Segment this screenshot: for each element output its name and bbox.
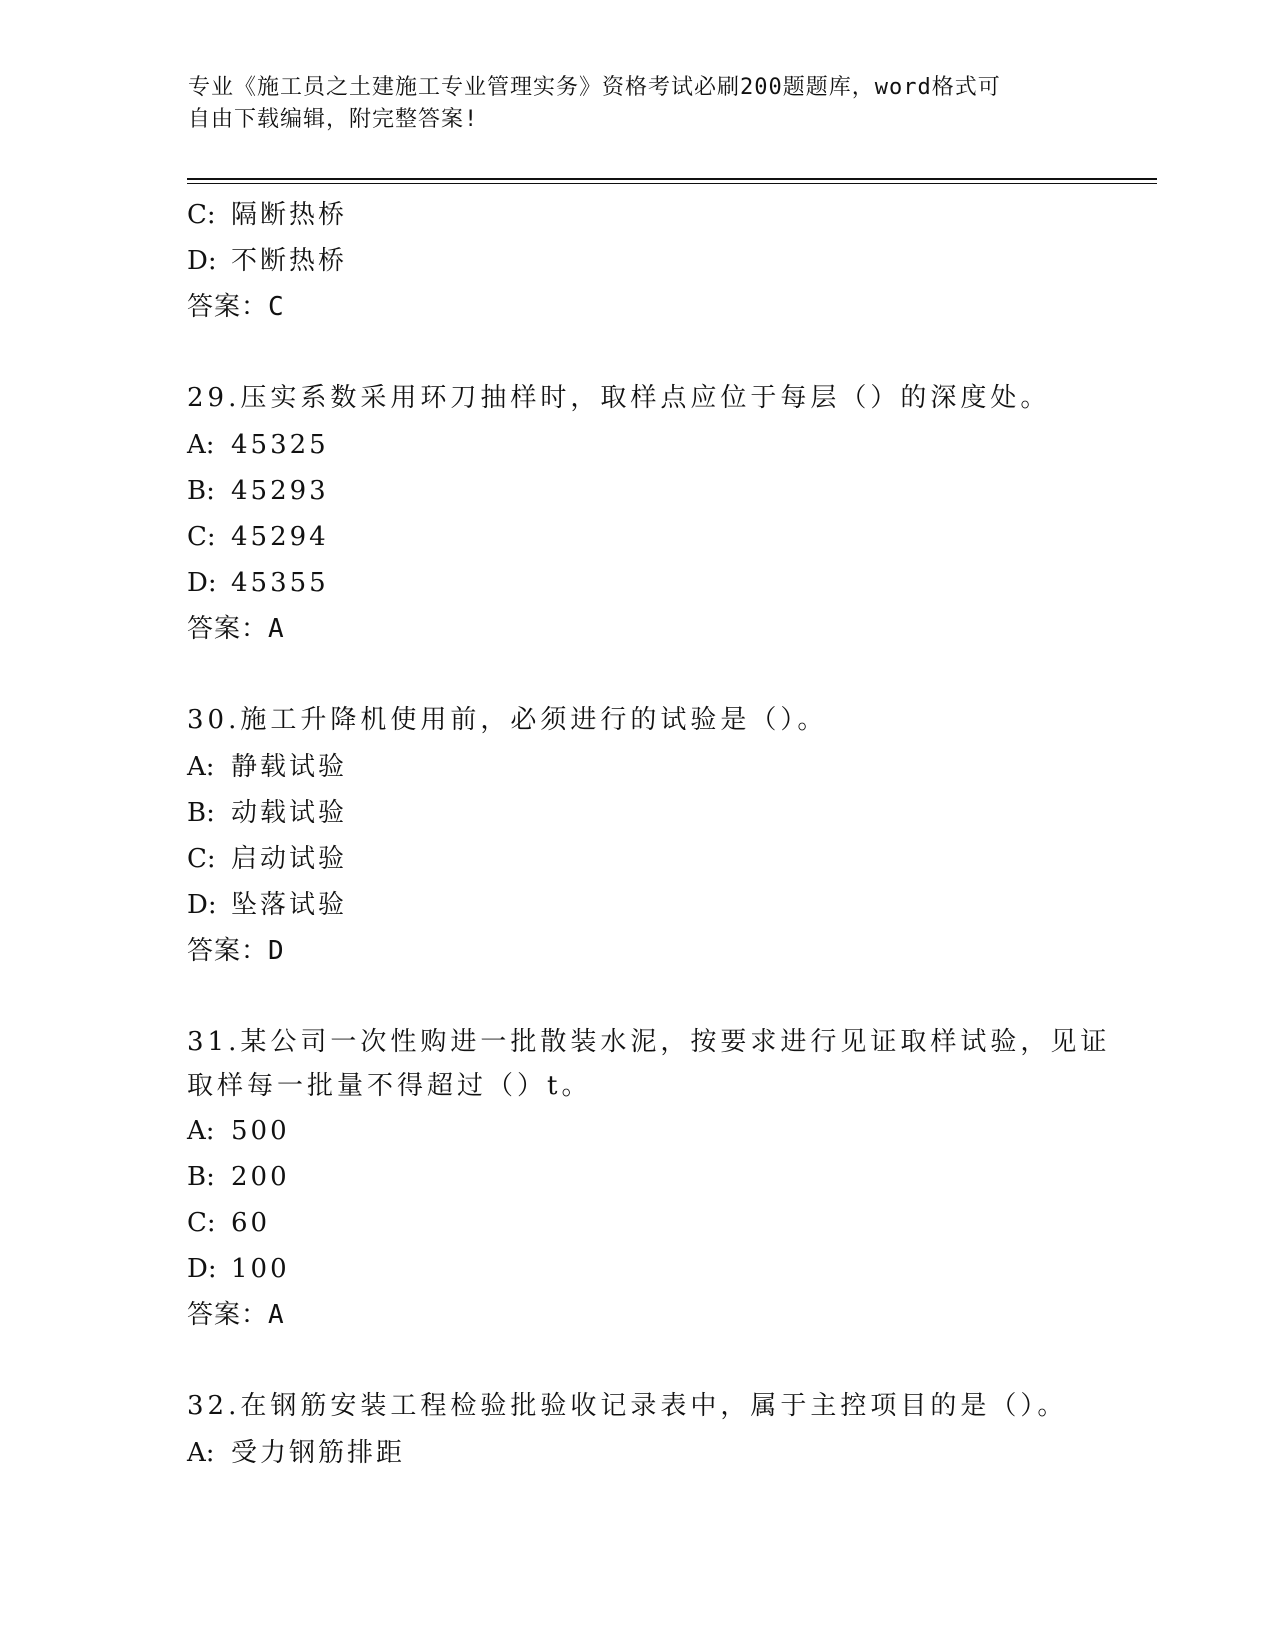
option-d xyxy=(187,882,1117,928)
option-letter: B: xyxy=(187,1162,215,1192)
answer-line xyxy=(187,606,1117,652)
answer-value: A xyxy=(268,1300,285,1330)
option-letter: A: xyxy=(187,430,215,460)
option-text: 45355 xyxy=(231,568,329,598)
option-b xyxy=(187,468,1117,514)
option-b xyxy=(187,1154,1117,1200)
question-list xyxy=(187,192,1117,1476)
answer-label: 答案： xyxy=(187,1300,269,1330)
option-letter: B: xyxy=(187,798,215,828)
option-c xyxy=(187,514,1117,560)
option-text: 动载试验 xyxy=(231,798,348,828)
option-a xyxy=(187,744,1117,790)
option-letter: C: xyxy=(187,1208,216,1238)
option-text: 坠落试验 xyxy=(231,890,348,920)
option-text: 受力钢筋排距 xyxy=(231,1438,406,1468)
option-d xyxy=(187,1246,1117,1292)
header-divider-thin xyxy=(187,183,1157,184)
option-c xyxy=(187,836,1117,882)
option-c xyxy=(187,192,1117,238)
option-a xyxy=(187,422,1117,468)
option-letter: A: xyxy=(187,752,215,782)
option-a xyxy=(187,1430,1117,1476)
option-a xyxy=(187,1108,1117,1154)
option-letter: A: xyxy=(187,1116,215,1146)
question-text: 31.某公司一次性购进一批散装水泥，按要求进行见证取样试验，见证取样每一批量不得超过（）t。 xyxy=(187,1027,1111,1101)
option-text: 200 xyxy=(231,1162,290,1192)
answer-value: A xyxy=(268,614,285,644)
option-text: 静载试验 xyxy=(231,752,348,782)
option-c xyxy=(187,1200,1117,1246)
header-divider-thick xyxy=(187,178,1157,180)
answer-label: 答案： xyxy=(187,614,269,644)
question-text: 29.压实系数采用环刀抽样时，取样点应位于每层（）的深度处。 xyxy=(187,383,1051,413)
option-b xyxy=(187,790,1117,836)
answer-label: 答案： xyxy=(187,292,269,322)
question-text: 32.在钢筋安装工程检验批验收记录表中，属于主控项目的是（）。 xyxy=(187,1391,1068,1421)
option-d xyxy=(187,560,1117,606)
answer-line xyxy=(187,1292,1117,1338)
answer-value: C xyxy=(268,292,285,322)
option-text: 启动试验 xyxy=(231,844,348,874)
option-letter: C: xyxy=(187,844,216,874)
page-header xyxy=(188,72,1088,136)
answer-label: 答案： xyxy=(187,936,269,966)
header-line-1: 专业《施工员之土建施工专业管理实务》资格考试必刷200题题库，word格式可 xyxy=(188,75,1001,100)
option-letter: D: xyxy=(187,890,217,920)
answer-line xyxy=(187,284,1117,330)
option-d xyxy=(187,238,1117,284)
option-text: 500 xyxy=(231,1116,290,1146)
option-text: 不断热桥 xyxy=(231,246,348,276)
option-letter: C: xyxy=(187,522,216,552)
option-letter: C: xyxy=(187,200,216,230)
option-text: 45325 xyxy=(231,430,329,460)
option-text: 100 xyxy=(231,1254,290,1284)
option-letter: D: xyxy=(187,1254,217,1284)
option-letter: D: xyxy=(187,246,217,276)
option-letter: B: xyxy=(187,476,215,506)
option-letter: D: xyxy=(187,568,217,598)
answer-value: D xyxy=(268,936,285,966)
option-text: 60 xyxy=(231,1208,271,1238)
option-letter: A: xyxy=(187,1438,215,1468)
option-text: 45293 xyxy=(231,476,329,506)
option-text: 隔断热桥 xyxy=(231,200,348,230)
question-text: 30.施工升降机使用前，必须进行的试验是（）。 xyxy=(187,705,828,735)
answer-line xyxy=(187,928,1117,974)
option-text: 45294 xyxy=(231,522,329,552)
header-line-2: 自由下载编辑，附完整答案! xyxy=(188,107,479,132)
